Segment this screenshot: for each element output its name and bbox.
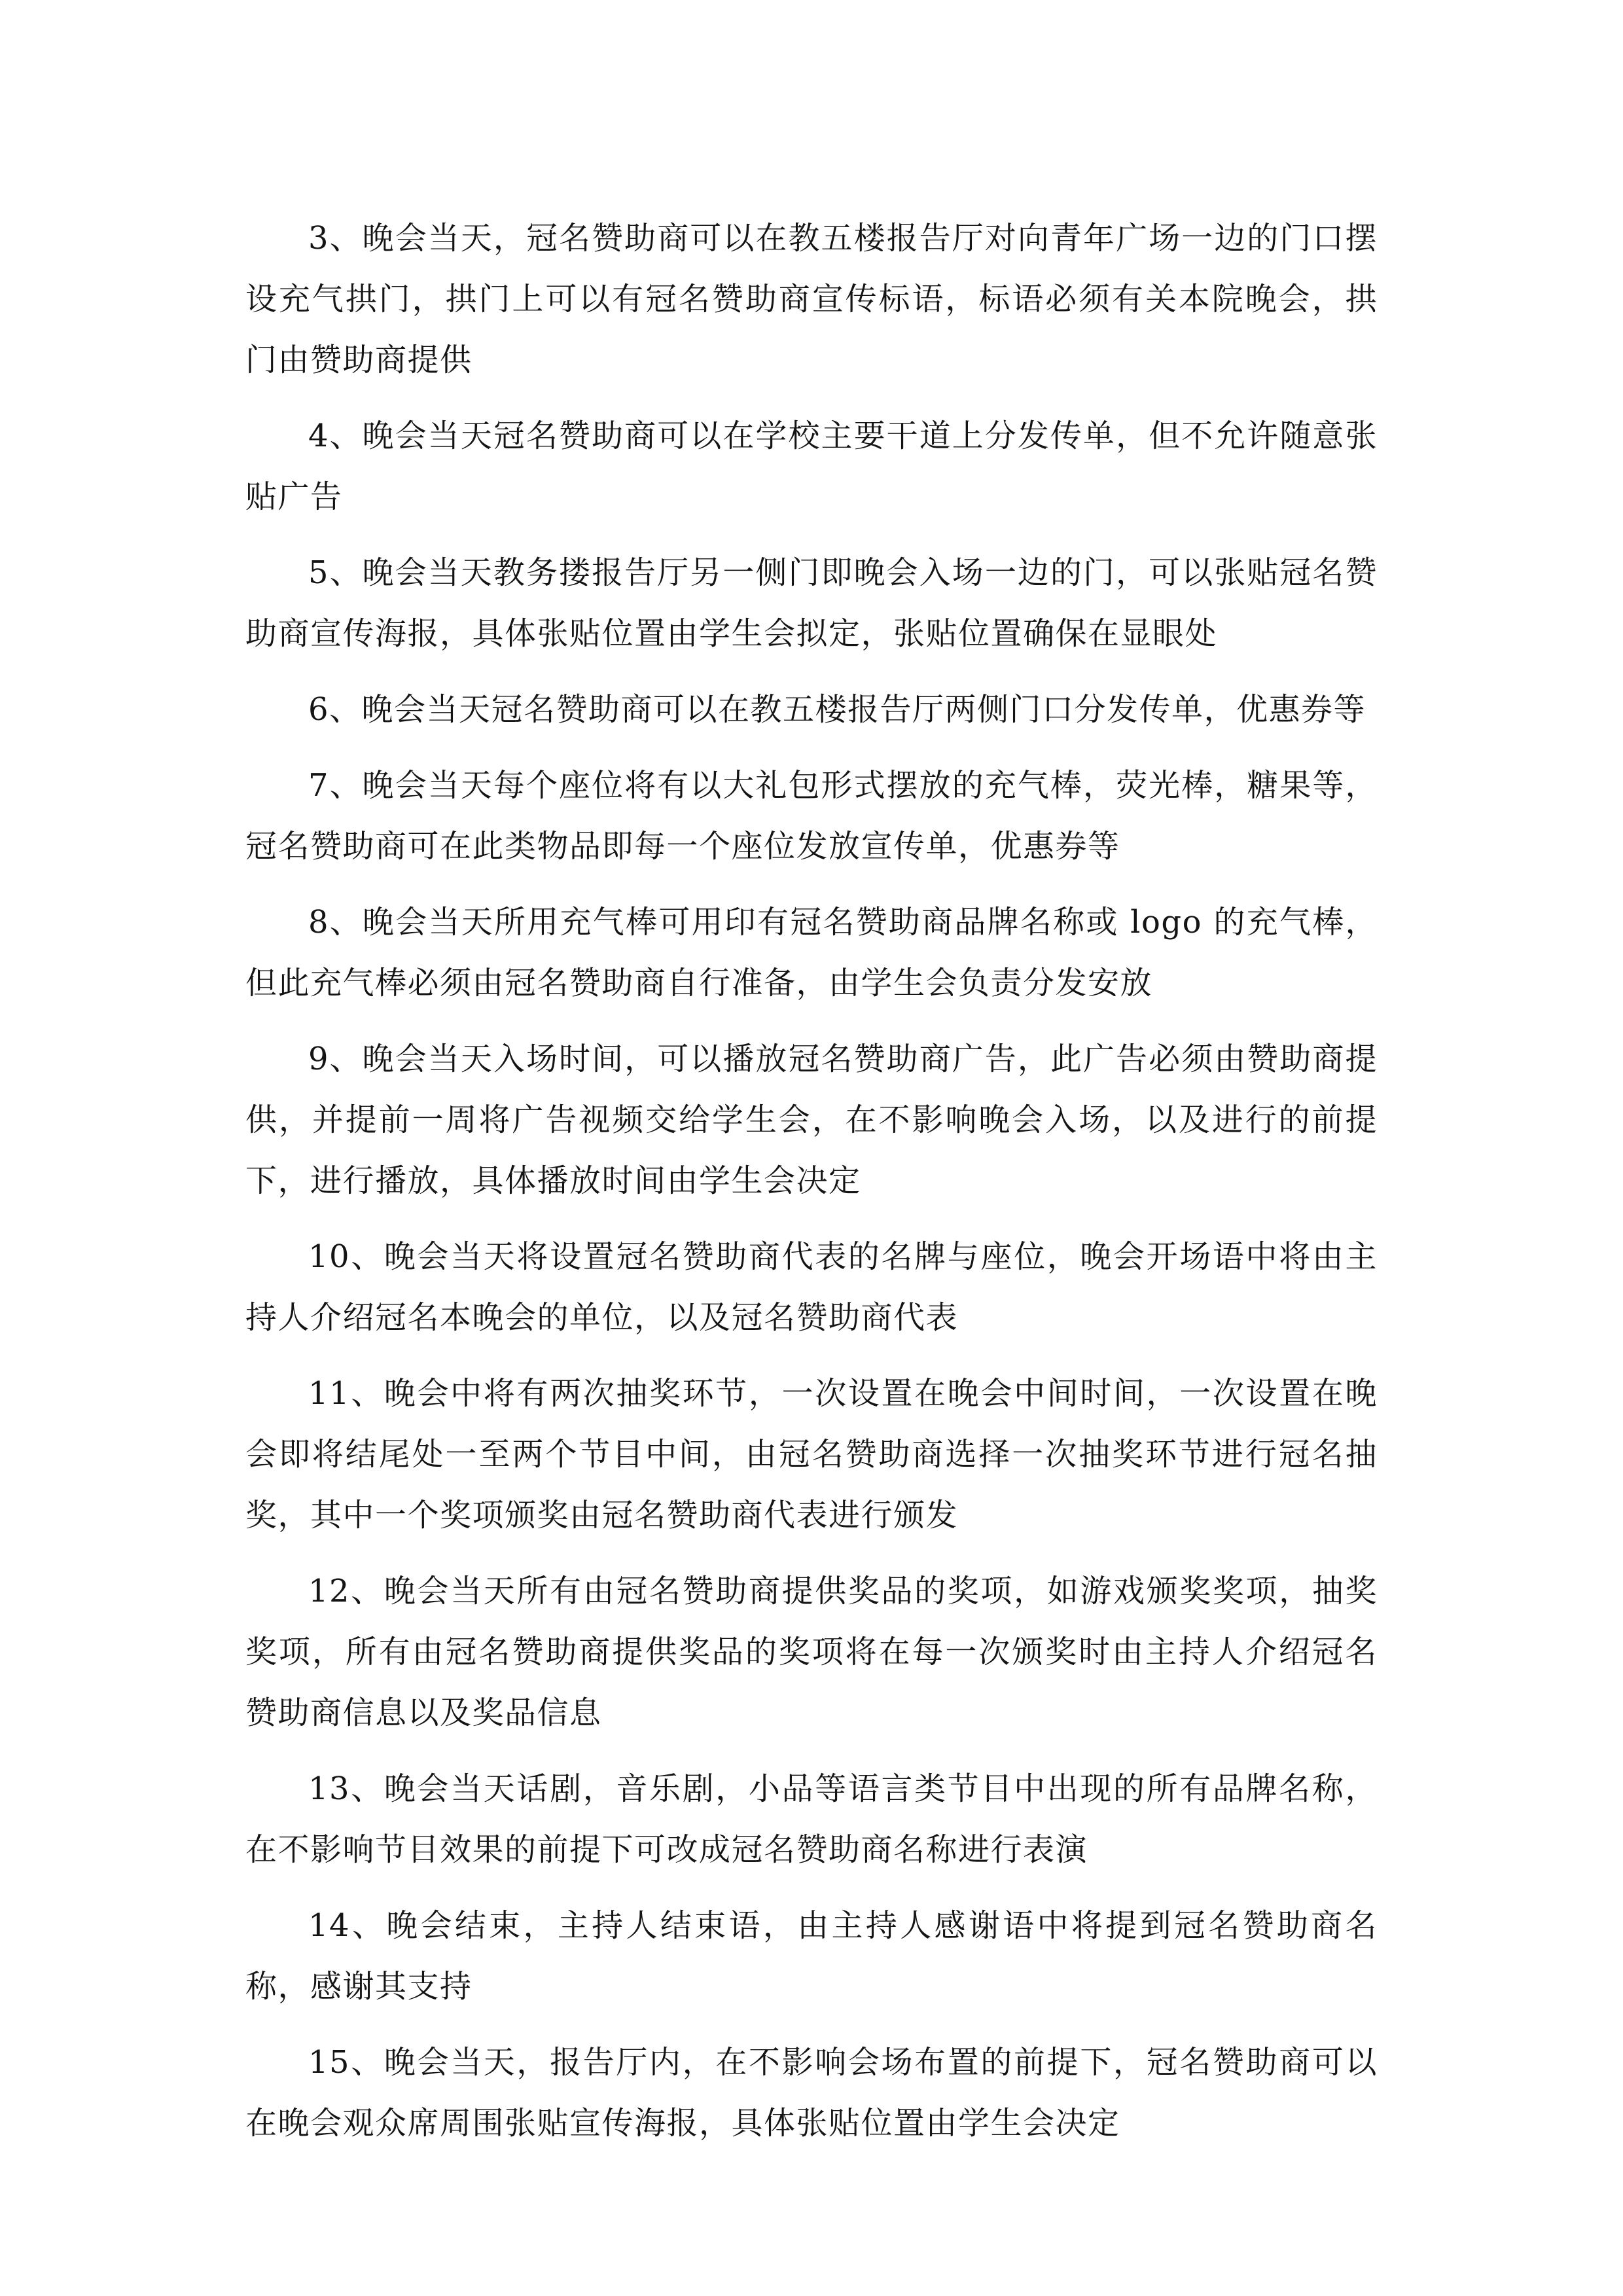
- paragraph-item-7: 7、晚会当天每个座位将有以大礼包形式摆放的充气棒，荧光棒，糖果等，冠名赞助商可在此类物品即每一个座位发放宣传单，优惠券等: [245, 767, 1378, 865]
- document-body: [245, 208, 1378, 2169]
- paragraph-item-11: 11、晚会中将有两次抽奖环节，一次设置在晚会中间时间，一次设置在晚会即将结尾处一至两个节目中间，由冠名赞助商选择一次抽奖环节进行冠名抽奖，其中一个奖项颁奖由冠名赞助商代表进行颁发: [245, 1375, 1378, 1534]
- paragraph-item-4: 4、晚会当天冠名赞助商可以在学校主要干道上分发传单，但不允许随意张贴广告: [245, 418, 1378, 515]
- paragraph-item-3: 3、晚会当天，冠名赞助商可以在教五楼报告厅对向青年广场一边的门口摆设充气拱门，拱门上可以有冠名赞助商宣传标语，标语必须有关本院晚会，拱门由赞助商提供: [245, 220, 1378, 378]
- paragraph-item-13: 13、晚会当天话剧，音乐剧，小品等语言类节目中出现的所有品牌名称，在不影响节目效果的前提下可改成冠名赞助商名称进行表演: [245, 1770, 1378, 1868]
- paragraph-item-12: 12、晚会当天所有由冠名赞助商提供奖品的奖项，如游戏颁奖奖项，抽奖奖项，所有由冠名赞助商提供奖品的奖项将在每一次颁奖时由主持人介绍冠名赞助商信息以及奖品信息: [245, 1573, 1378, 1731]
- paragraph-item-14: 14、晚会结束，主持人结束语，由主持人感谢语中将提到冠名赞助商名称，感谢其支持: [245, 1907, 1378, 2005]
- paragraph-item-10: 10、晚会当天将设置冠名赞助商代表的名牌与座位，晚会开场语中将由主持人介绍冠名本晚会的单位，以及冠名赞助商代表: [245, 1238, 1378, 1336]
- paragraph-item-9: 9、晚会当天入场时间，可以播放冠名赞助商广告，此广告必须由赞助商提供，并提前一周将广告视频交给学生会，在不影响晚会入场，以及进行的前提下，进行播放，具体播放时间由学生会决定: [245, 1041, 1378, 1199]
- paragraph-item-6: 6、晚会当天冠名赞助商可以在教五楼报告厅两侧门口分发传单，优惠券等: [308, 691, 1366, 728]
- paragraph-item-5: 5、晚会当天教务搂报告厅另一侧门即晚会入场一边的门，可以张贴冠名赞助商宣传海报，具体张贴位置由学生会拟定，张贴位置确保在显眼处: [245, 554, 1378, 652]
- paragraph-item-8: 8、晚会当天所用充气棒可用印有冠名赞助商品牌名称或 logo 的充气棒，但此充气棒必须由冠名赞助商自行准备，由学生会负责分发安放: [245, 904, 1378, 1001]
- paragraph-item-15: 15、晚会当天，报告厅内，在不影响会场布置的前提下，冠名赞助商可以在晚会观众席周围张贴宣传海报，具体张贴位置由学生会决定: [245, 2044, 1378, 2142]
